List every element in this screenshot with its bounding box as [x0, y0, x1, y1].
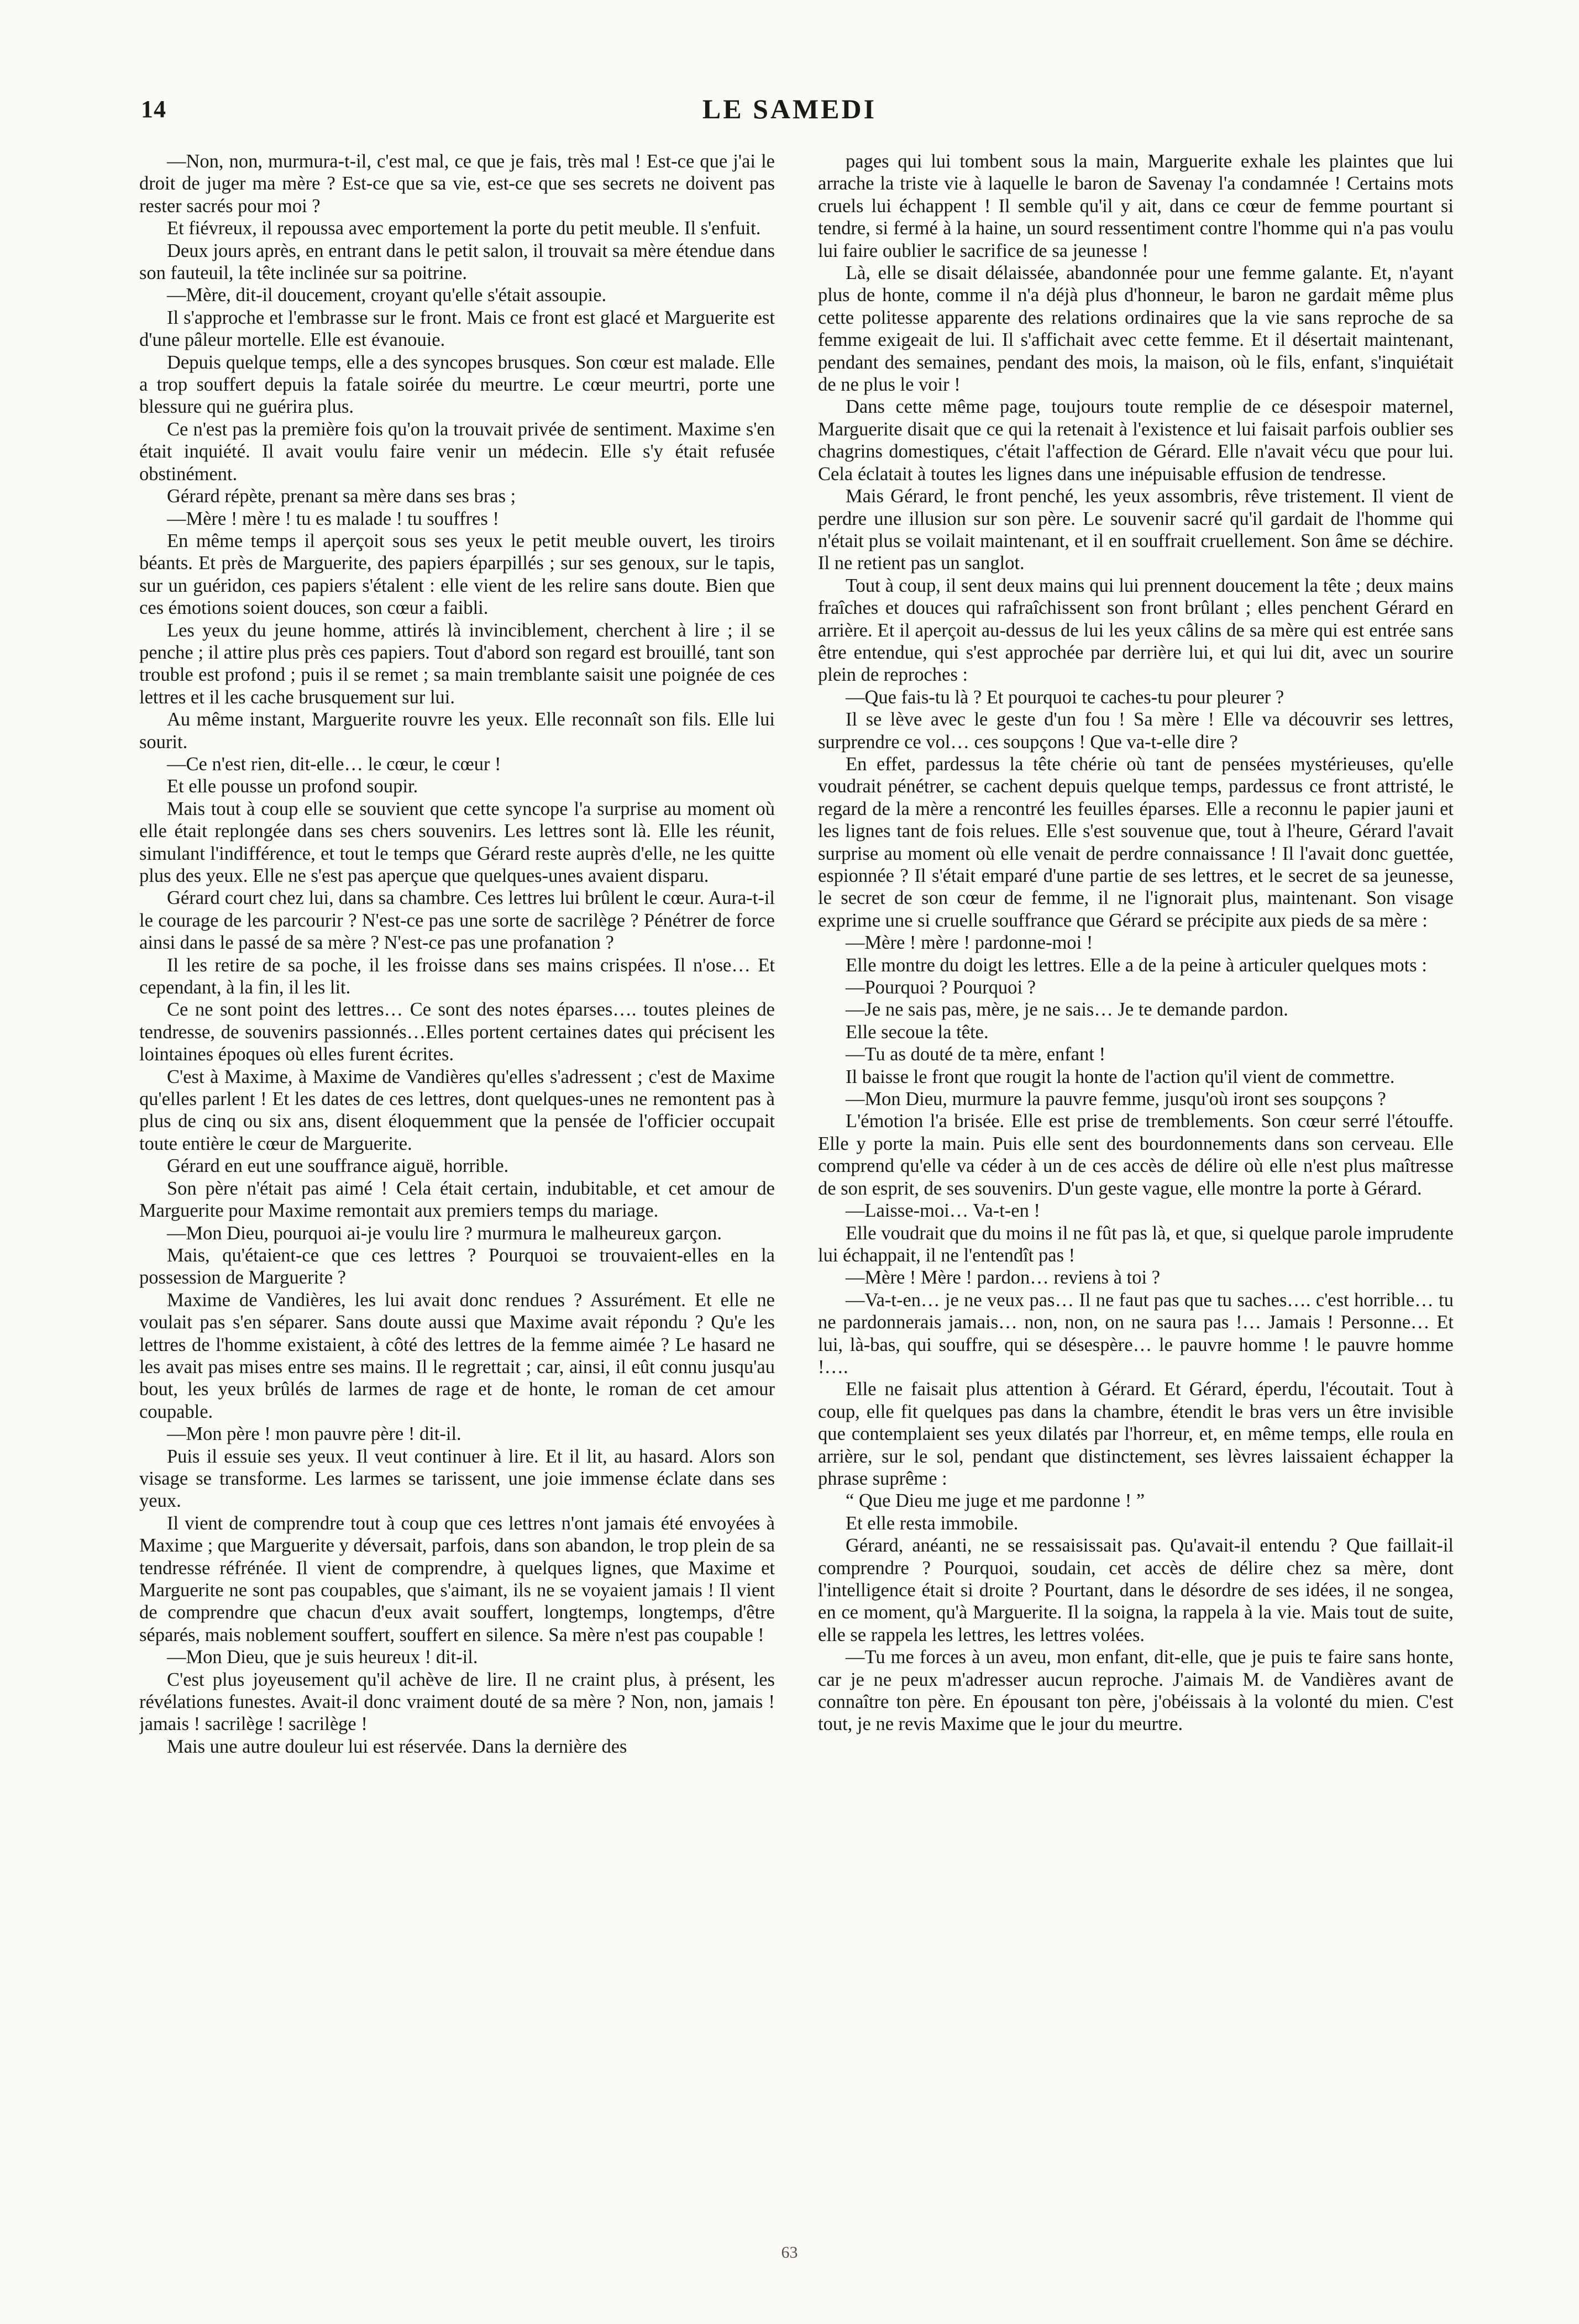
paragraph: —Mon Dieu, murmure la pauvre femme, jusqu'où iront ses soupçons ? — [846, 1089, 1386, 1110]
paragraph: Il vient de comprendre tout à coup que ces lettres n'ont jamais été envoyées à Maxime ; que Marguerite y déversait, parfois, dans son abandon, le trop plein de sa tendresse réfrénée. Il vient de comprendre, à quelques lignes, que Maxime et Marguerite ne sont pas coupables, que s'aimant, ils ne se voyaient jamais ! Il vient de comprendre que chacun d'eux avait souffert, longtemps, longtemps, d'être séparés, mais noblement souffert, souffert en silence. Sa mère n'est pas coupable ! — [139, 1512, 775, 1645]
left-column — [139, 150, 775, 2239]
paragraph: —Mon père ! mon pauvre père ! dit-il. — [167, 1423, 461, 1445]
paragraph: —Tu as douté de ta mère, enfant ! — [846, 1044, 1106, 1065]
paragraph: Elle secoue la tête. — [846, 1021, 989, 1043]
paragraph: Au même instant, Marguerite rouvre les yeux. Elle reconnaît son fils. Elle lui sourit. — [139, 709, 775, 753]
paragraph: Elle ne faisait plus attention à Gérard. Et Gérard, éperdu, l'écoutait. Tout à coup, elle fit quelques pas dans la chambre, étendit le bras vers un être invisible que contemplaient ses yeux dilatés par l'horreur, et, en même temps, elle roula en arrière, sur le sol, pendant que distinctement, ses lèvres laissaient échapper la phrase suprême : — [818, 1379, 1454, 1489]
paragraph: Mais Gérard, le front penché, les yeux assombris, rêve tristement. Il vient de perdre une illusion sur son père. Le souvenir sacré qu'il gardait de l'homme qui n'était plus se voilait maintenant, et il en souffrait cruellement. Son âme se déchire. Il ne retient pas un sanglot. — [818, 486, 1454, 574]
paragraph: C'est à Maxime, à Maxime de Vandières qu'elles s'adressent ; c'est de Maxime qu'elles parlent ! Et les dates de ces lettres, dont quelques-unes ne remontent pas à plus de cinq ou six ans, disent éloquemment que la pensée de l'officier occupait toute entière le cœur de Marguerite. — [139, 1066, 775, 1154]
paragraph: —Mère ! Mère ! pardon… reviens à toi ? — [846, 1267, 1161, 1289]
journal-title: LE SAMEDI — [702, 93, 877, 124]
paragraph: —Mère, dit-il doucement, croyant qu'elle s'était assoupie. — [167, 285, 607, 306]
paragraph: —Je ne sais pas, mère, je ne sais… Je te demande pardon. — [846, 999, 1288, 1021]
paragraph: C'est plus joyeusement qu'il achève de lire. Il ne craint plus, à présent, les révélations funestes. Avait-il donc vraiment douté de sa mère ? Non, non, jamais ! jamais ! sacrilège ! sacrilège ! — [139, 1669, 775, 1735]
paragraph: Gérard répète, prenant sa mère dans ses bras ; — [167, 486, 516, 507]
paragraph: En même temps il aperçoit sous ses yeux le petit meuble ouvert, les tiroirs béants. Et près de Marguerite, des papiers éparpillés ; sur ses genoux, sur le tapis, sur un guéridon, ces papiers s'étalent : elle vient de les relire sans doute. Bien que ces émotions soient douces, son cœur a faibli. — [139, 530, 775, 619]
paragraph: —Pourquoi ? Pourquoi ? — [846, 977, 1036, 998]
paragraph: Et fiévreux, il repoussa avec emportement la porte du petit meuble. Il s'enfuit. — [167, 218, 761, 239]
paragraph: —Tu me forces à un aveu, mon enfant, dit-elle, que je puis te faire sans honte, car je ne peux m'adresser aucun reproche. J'aimais M. de Vandières avant de connaître ton père. En épousant ton père, j'obéissais à la volonté du mien. C'est tout, je ne revis Maxime que le jour du meurtre. — [818, 1647, 1454, 1735]
paragraph: Son père n'était pas aimé ! Cela était certain, indubitable, et cet amour de Marguerite pour Maxime remontait aux premiers temps du mariage. — [139, 1177, 775, 1222]
paragraph: Là, elle se disait délaissée, abandonnée pour une femme galante. Et, n'ayant plus de honte, comme il n'a déjà plus d'honneur, le baron ne gardait même plus cette politesse apparente des relations ordinaires que la vie sans reproche de sa femme exigeait de lui. Il s'affichait avec cette femme. Et il désertait maintenant, pendant des semaines, pendant des mois, la maison, où le fils, enfant, s'inquiétait de ne plus le voir ! — [818, 262, 1454, 396]
paragraph: Il baisse le front que rougit la honte de l'action qu'il vient de commettre. — [846, 1066, 1395, 1087]
paragraph: Et elle pousse un profond soupir. — [167, 776, 418, 797]
paragraph: Gérard en eut une souffrance aiguë, horrible. — [167, 1155, 509, 1177]
paragraph: Dans cette même page, toujours toute remplie de ce désespoir maternel, Marguerite disait que ce qui la retenait à l'existence et lui faisait parfois oublier ses chagrins domestiques, c'était l'affection de Gérard. Elle n'avait vécu que pour lui. Cela éclatait à toutes les lignes dans une inépuisable effusion de tendresse. — [818, 396, 1454, 485]
right-column — [818, 150, 1454, 2239]
paragraph: “ Que Dieu me juge et me pardonne ! ” — [846, 1490, 1145, 1512]
paragraph: Mais tout à coup elle se souvient que cette syncope l'a surprise au moment où elle était replongée dans ses chers souvenirs. Les lettres sont là. Elle les réunit, simulant l'indifférence, et tout le temps que Gérard reste auprès d'elle, ne les quitte plus des yeux. Elle ne s'est pas aperçue que quelques-unes avaient disparu. — [139, 798, 775, 886]
paragraph: Ce ne sont point des lettres… Ce sont des notes éparses…. toutes pleines de tendresse, de souvenirs passionnés…Elles portent certaines dates qui précisent les lointaines époques où elles furent écrites. — [139, 999, 775, 1065]
paragraph: Il s'approche et l'embrasse sur le front. Mais ce front est glacé et Marguerite est d'une pâleur mortelle. Elle est évanouie. — [139, 307, 775, 351]
paragraph: pages qui lui tombent sous la main, Marguerite exhale les plaintes que lui arrache la triste vie à laquelle le baron de Savenay l'a condamnée ! Certains mots cruels lui échappent ! Il semble qu'il y ait, dans ce cœur de femme pourtant si tendre, si fermé à la haine, un sourd ressentiment contre l'homme qui n'a pas voulu lui faire oublier le sacrifice de sa jeunesse ! — [818, 151, 1454, 261]
paragraph: Gérard, anéanti, ne se ressaisissait pas. Qu'avait-il entendu ? Que faillait-il comprendre ? Pourquoi, soudain, cet accès de délire chez sa mère, dont l'intelligence était si droite ? Pourtant, dans le désordre de ses idées, il ne songea, en ce moment, qu'à Marguerite. Il la soigna, la rappela à la vie. Mais tout de suite, elle se rappela les lettres, les lettres volées. — [818, 1535, 1454, 1645]
paragraph: Mais une autre douleur lui est réservée. Dans la dernière des — [167, 1736, 627, 1757]
paragraph: Deux jours après, en entrant dans le petit salon, il trouvait sa mère étendue dans son fauteuil, la tête inclinée sur sa poitrine. — [139, 240, 775, 284]
paragraph: Il les retire de sa poche, il les froisse dans ses mains crispées. Il n'ose… Et cependant, à la fin, il les lit. — [139, 954, 775, 998]
paragraph: Puis il essuie ses yeux. Il veut continuer à lire. Et il lit, au hasard. Alors son visage se transforme. Les larmes se tarissent, une joie immense éclate dans ses yeux. — [139, 1445, 775, 1512]
paragraph: Maxime de Vandières, les lui avait donc rendues ? Assurément. Et elle ne voulait pas s'en séparer. Sans doute aussi que Maxime avait répondu ? Qu'e les lettres de l'homme existaient, à côté des lettres de la femme aimée ? Le hasard ne les avait pas mises entre ses mains. Il le regrettait ; car, ainsi, il eût connu jusqu'au bout, les yeux brûlés de larmes de rage et de honte, le roman de cet amour coupable. — [139, 1289, 775, 1422]
paragraph: Elle voudrait que du moins il ne fût pas là, et que, si quelque parole imprudente lui échappait, il ne l'entendît pas ! — [818, 1222, 1454, 1266]
paragraph: Les yeux du jeune homme, attirés là invinciblement, cherchent à lire ; il se penche ; il attire plus près ces papiers. Tout d'abord son regard est brouillé, tant son trouble est profond ; puis il se remet ; sa main tremblante saisit une poignée de ces lettres et il les cache brusquement sur lui. — [139, 619, 775, 708]
paragraph: Mais, qu'étaient-ce que ces lettres ? Pourquoi se trouvaient-elles en la possession de Marguerite ? — [139, 1244, 775, 1289]
paragraph: Ce n'est pas la première fois qu'on la trouvait privée de sentiment. Maxime s'en était inquiété. Il avait voulu faire venir un médecin. Elle s'y était refusée obstinément. — [139, 418, 775, 485]
paragraph: —Mère ! mère ! pardonne-moi ! — [846, 932, 1093, 954]
paragraph: Gérard court chez lui, dans sa chambre. Ces lettres lui brûlent le cœur. Aura-t-il le courage de les parcourir ? N'est-ce pas une sorte de sacrilège ? Pénétrer de force ainsi dans le passé de sa mère ? N'est-ce pas une profanation ? — [139, 887, 775, 954]
paragraph: —Mon Dieu, que je suis heureux ! dit-il. — [167, 1647, 478, 1668]
paragraph: L'émotion l'a brisée. Elle est prise de tremblements. Son cœur serré l'étouffe. Elle y porte la main. Puis elle sent des bourdonnements dans son cerveau. Elle comprend qu'elle va céder à un de ces accès de délire où elle n'est plus maîtresse de son esprit, de ses souvenirs. D'un geste vague, elle montre la porte à Gérard. — [818, 1111, 1454, 1199]
paragraph: En effet, pardessus la tête chérie où tant de pensées mystérieuses, qu'elle voudrait pénétrer, se cachent depuis quelque temps, pardessus ce front attristé, le regard de la mère a rencontré les feuilles éparses. Elle a reconnu le papier jauni et les lignes tant de fois relues. Elle s'est souvenue que, tout à l'heure, Gérard l'avait surprise au moment où elle venait de perdre connaissance ! Il l'avait donc guettée, espionnée ? Il s'était emparé d'une partie de ses lettres, et le secret de sa jeunesse, le secret de son cœur de femme, il ne l'ignorait plus, maintenant. Son visage exprime une si cruelle souffrance que Gérard se précipite aux pieds de sa mère : — [818, 753, 1454, 931]
paragraph: —Ce n'est rien, dit-elle… le cœur, le cœur ! — [167, 753, 501, 775]
paragraph: —Mon Dieu, pourquoi ai-je voulu lire ? murmura le malheureux garçon. — [167, 1222, 722, 1244]
paragraph: Depuis quelque temps, elle a des syncopes brusques. Son cœur est malade. Elle a trop souffert depuis la fatale soirée du meurtre. Le cœur meurtri, porte une blessure qui ne guérira plus. — [139, 351, 775, 418]
paragraph: Tout à coup, il sent deux mains qui lui prennent doucement la tête ; deux mains fraîches et douces qui rafraîchissent son front brûlant ; elles penchent Gérard en arrière. Et il aperçoit au-dessus de lui les yeux câlins de sa mère qui est entrée sans être entendue, qui s'est approchée par derrière lui, et qui lui dit, avec un sourire plein de reproches : — [818, 575, 1454, 686]
paragraph: —Laisse-moi… Va-t-en ! — [846, 1200, 1040, 1222]
paragraph: —Mère ! mère ! tu es malade ! tu souffres ! — [167, 508, 499, 529]
paragraph: —Va-t-en… je ne veux pas… Il ne faut pas que tu saches…. c'est horrible… tu ne pardonnerais jamais… non, non, on ne saura pas !… Jamais ! Personne… Et lui, là-bas, qui souffre, qui se désespère… le pauvre homme ! le pauvre homme !…. — [818, 1289, 1454, 1377]
paragraph: —Non, non, murmura-t-il, c'est mal, ce que je fais, très mal ! Est-ce que j'ai le droit de juger ma mère ? Est-ce que sa vie, est-ce que ses secrets ne doivent pas rester sacrés pour moi ? — [139, 151, 775, 217]
paragraph: Elle montre du doigt les lettres. Elle a de la peine à articuler quelques mots : — [846, 954, 1427, 976]
paragraph: Il se lève avec le geste d'un fou ! Sa mère ! Elle va découvrir ses lettres, surprendre ce vol… ces soupçons ! Que va-t-elle dire ? — [818, 709, 1454, 753]
page-number: 14 — [141, 96, 166, 123]
page-footer-mark: 63 — [781, 2243, 798, 2262]
paragraph: Et elle resta immobile. — [846, 1512, 1019, 1534]
paragraph: —Que fais-tu là ? Et pourquoi te caches-tu pour pleurer ? — [846, 686, 1284, 708]
